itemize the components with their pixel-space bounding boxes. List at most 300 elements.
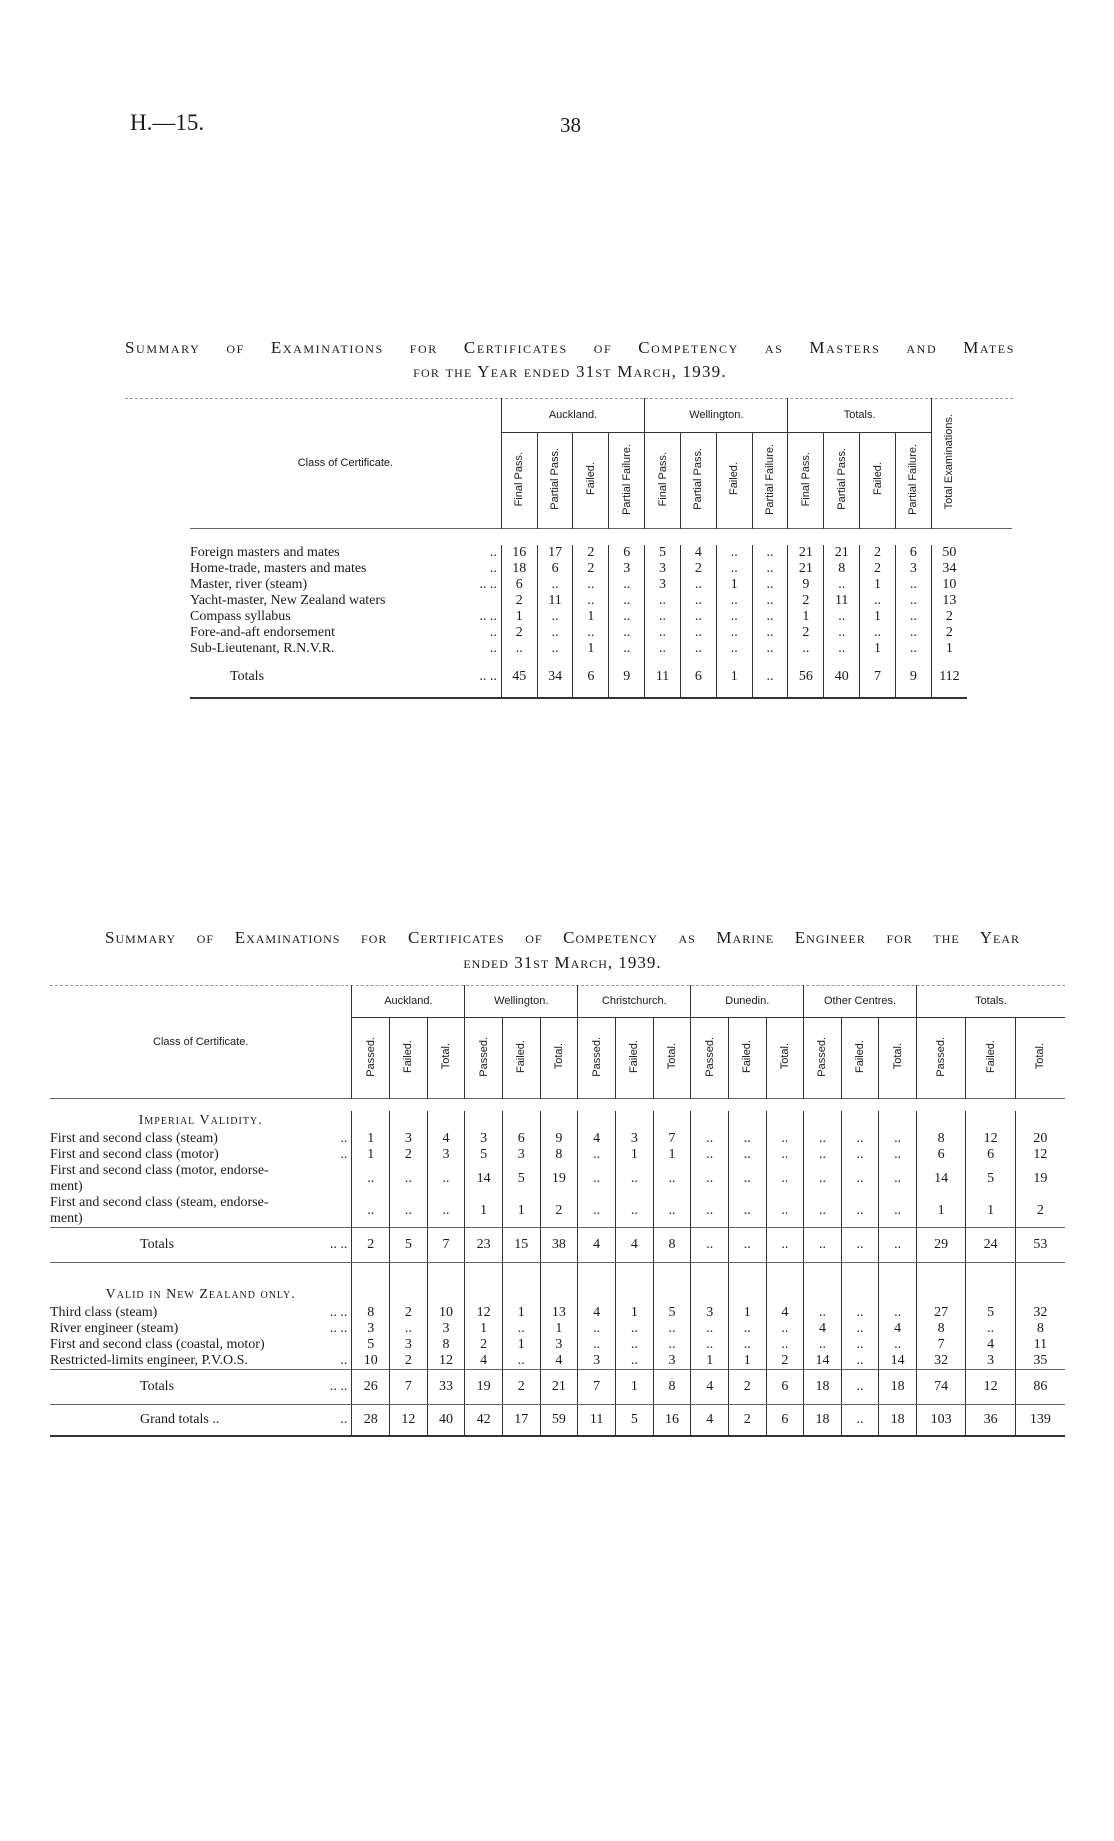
sub-header-failed: Failed. [984, 1039, 997, 1074]
table-cell: .. [615, 1163, 653, 1195]
table-cell: 1 [615, 1305, 653, 1321]
table-cell: .. [752, 545, 788, 561]
table-cell: 27 [916, 1305, 966, 1321]
table-cell: 1 [573, 641, 609, 657]
totals-cell: 2 [502, 1370, 540, 1405]
table-cell: .. [573, 625, 609, 641]
table-cell: .. [537, 577, 573, 593]
table-cell: .. [841, 1163, 879, 1195]
table-cell: .. [841, 1305, 879, 1321]
sub-header-failed: Failed. [728, 462, 741, 496]
totals-cell: 11 [645, 657, 681, 698]
table-cell: .. [804, 1337, 842, 1353]
table-cell: .. [537, 641, 573, 657]
totals-cell: 2 [728, 1370, 766, 1405]
table-cell: 2 [573, 561, 609, 577]
table-cell: .. [895, 625, 931, 641]
table-cell: 16 [501, 545, 537, 561]
table-row [190, 625, 1012, 641]
table-cell: .. [766, 1147, 804, 1163]
table-cell: 12 [465, 1305, 503, 1321]
table-cell: 4 [766, 1305, 804, 1321]
table-cell: 17 [537, 545, 573, 561]
totals-cell: .. [766, 1228, 804, 1263]
table-cell: 6 [537, 561, 573, 577]
table-cell: 21 [824, 545, 860, 561]
table-cell: .. [427, 1195, 465, 1228]
table-cell: 20 [1015, 1131, 1065, 1147]
totals-row [190, 657, 1012, 698]
table-cell: 2 [680, 561, 716, 577]
totals-cell: 74 [916, 1370, 966, 1405]
totals-cell: 12 [966, 1370, 1015, 1405]
table-cell: .. [691, 1147, 729, 1163]
sub-header-passed: Passed. [364, 1036, 377, 1077]
totals-cell: 4 [615, 1228, 653, 1263]
totals-cell: 53 [1015, 1228, 1065, 1263]
row-label-continued: ment) [50, 1211, 83, 1226]
totals-cell: 56 [788, 657, 824, 698]
table-cell: .. [804, 1305, 842, 1321]
table-cell: 1 [916, 1195, 966, 1228]
totals-label: Totals [140, 1379, 175, 1394]
table-cell: 8 [916, 1321, 966, 1337]
grand-totals-cell: 6 [766, 1405, 804, 1437]
table1-title: Summary of Examinations for Certificates of Competency as Masters and Mates [125, 338, 1015, 357]
leader-dots: .. [489, 641, 497, 656]
grand-totals-cell: 36 [966, 1405, 1015, 1437]
grand-totals-cell: 17 [502, 1405, 540, 1437]
table-cell: 14 [879, 1353, 917, 1370]
totals-cell: 19 [465, 1370, 503, 1405]
table-cell: 50 [931, 545, 967, 561]
totals-cell: 26 [352, 1370, 390, 1405]
row-label: First and second class (motor, endorse- [50, 1163, 269, 1178]
totals-cell: 86 [1015, 1370, 1065, 1405]
table-cell: .. [824, 641, 860, 657]
table-cell: 4 [680, 545, 716, 561]
table-cell: 1 [860, 641, 896, 657]
row-label: First and second class (steam) [50, 1131, 218, 1146]
totals-cell: 45 [501, 657, 537, 698]
table-cell: .. [578, 1195, 616, 1228]
table-cell: .. [766, 1321, 804, 1337]
table-cell: .. [824, 625, 860, 641]
table-cell: .. [728, 1147, 766, 1163]
table-cell: 5 [966, 1163, 1015, 1195]
table-cell: .. [502, 1321, 540, 1337]
table-cell: 1 [691, 1353, 729, 1370]
table-row [190, 609, 1012, 625]
totals-cell: 4 [578, 1228, 616, 1263]
table-cell: .. [691, 1321, 729, 1337]
row-label: Restricted-limits engineer, P.V.O.S. [50, 1353, 248, 1368]
table-cell: 3 [390, 1337, 428, 1353]
table-cell: 1 [502, 1305, 540, 1321]
table-cell: 1 [860, 609, 896, 625]
grand-totals-cell: 5 [615, 1405, 653, 1437]
sub-header-partial-failure: Partial Failure. [620, 443, 633, 515]
total-examinations-header: Total Examinations. [943, 413, 956, 510]
totals-cell: 7 [427, 1228, 465, 1263]
table-cell: 3 [615, 1131, 653, 1147]
totals-cell: 7 [860, 657, 896, 698]
table-cell: .. [879, 1163, 917, 1195]
table-cell: .. [804, 1131, 842, 1147]
table-cell: .. [728, 1163, 766, 1195]
table-cell: 5 [502, 1163, 540, 1195]
table-cell: 8 [427, 1337, 465, 1353]
table-cell: .. [716, 545, 752, 561]
sub-header-passed: Passed. [816, 1036, 829, 1077]
table-cell: 2 [788, 625, 824, 641]
section-heading: Imperial Validity. [138, 1113, 263, 1128]
table-row [50, 1131, 1065, 1147]
table-cell: .. [615, 1337, 653, 1353]
table-cell: 14 [465, 1163, 503, 1195]
table-cell: .. [653, 1163, 691, 1195]
grand-totals-cell: 59 [540, 1405, 578, 1437]
table-cell: 4 [540, 1353, 578, 1370]
table-cell: .. [609, 609, 645, 625]
table-cell: .. [895, 609, 931, 625]
sub-header-failed: Failed. [628, 1039, 641, 1074]
leader-dots: .. .. [479, 669, 497, 684]
grand-totals-cell: 139 [1015, 1405, 1065, 1437]
table-cell: 1 [502, 1195, 540, 1228]
totals-label: Totals [230, 669, 265, 684]
table-cell: 1 [860, 577, 896, 593]
totals-cell: 1 [716, 657, 752, 698]
table-cell: 12 [966, 1131, 1015, 1147]
row-label: River engineer (steam) [50, 1321, 179, 1336]
totals-cell: 6 [573, 657, 609, 698]
table-cell: 10 [352, 1353, 390, 1370]
table-cell: 12 [1015, 1147, 1065, 1163]
totals-cell: 21 [540, 1370, 578, 1405]
sub-header-partial-pass: Partial Pass. [549, 448, 562, 510]
masters-mates-table [190, 398, 1012, 699]
totals-cell: .. [841, 1370, 879, 1405]
table-cell: .. [879, 1337, 917, 1353]
table-row [50, 1353, 1065, 1370]
totals-cell: 2 [352, 1228, 390, 1263]
table-cell: .. [841, 1147, 879, 1163]
table-cell: .. [390, 1321, 428, 1337]
table-cell: .. [691, 1163, 729, 1195]
table-cell: 1 [966, 1195, 1015, 1228]
table-cell: 6 [609, 545, 645, 561]
sub-header-failed: Failed. [584, 462, 597, 496]
row-label: Third class (steam) [50, 1305, 158, 1320]
table-cell: .. [352, 1195, 390, 1228]
table-cell: .. [680, 609, 716, 625]
row-label: Compass syllabus [190, 609, 291, 624]
table-cell: 3 [645, 577, 681, 593]
sub-header-partial-failure: Partial Failure. [764, 443, 777, 515]
totals-cell: 23 [465, 1228, 503, 1263]
table-row [190, 545, 1012, 561]
table-cell: 2 [501, 625, 537, 641]
table-cell: .. [578, 1321, 616, 1337]
table-cell: .. [860, 593, 896, 609]
table-cell: .. [804, 1147, 842, 1163]
table-row [50, 1163, 1065, 1195]
table-cell: .. [879, 1131, 917, 1147]
table-cell: .. [653, 1337, 691, 1353]
table-cell: 4 [879, 1321, 917, 1337]
totals-cell: .. [804, 1228, 842, 1263]
table-cell: 1 [716, 577, 752, 593]
leader-dots: .. .. [479, 577, 497, 592]
table-cell: 10 [931, 577, 967, 593]
grand-totals-cell: 28 [352, 1405, 390, 1437]
table-cell: .. [716, 593, 752, 609]
marine-engineer-table [50, 985, 1065, 1437]
table-cell: 1 [653, 1147, 691, 1163]
table-cell: 2 [390, 1147, 428, 1163]
table-cell: 1 [352, 1147, 390, 1163]
table-cell: 5 [653, 1305, 691, 1321]
row-label: First and second class (motor) [50, 1147, 219, 1162]
leader-dots: .. [340, 1353, 348, 1368]
row-label: Yacht-master, New Zealand waters [190, 593, 386, 608]
table-cell: 34 [931, 561, 967, 577]
totals-cell: 18 [804, 1370, 842, 1405]
grand-totals-cell: 2 [728, 1405, 766, 1437]
sub-header-passed: Passed. [703, 1036, 716, 1077]
totals-cell: 40 [824, 657, 860, 698]
table-cell: 1 [728, 1353, 766, 1370]
table-cell: 12 [427, 1353, 465, 1370]
table-cell: 1 [728, 1305, 766, 1321]
totals-cell: 1 [615, 1370, 653, 1405]
row-label: Master, river (steam) [190, 577, 308, 592]
table-row [50, 1147, 1065, 1163]
section-heading: Valid in New Zealand only. [105, 1287, 296, 1302]
table-cell: .. [615, 1195, 653, 1228]
table-cell: .. [752, 641, 788, 657]
row-label: Fore-and-aft endorsement [190, 625, 335, 640]
grand-totals-cell: 40 [427, 1405, 465, 1437]
totals-cell: 8 [653, 1370, 691, 1405]
sub-header-final-pass: Final Pass. [799, 451, 812, 507]
table-cell: 3 [352, 1321, 390, 1337]
table-cell: 8 [540, 1147, 578, 1163]
table-cell: .. [860, 625, 896, 641]
table-cell: 14 [804, 1353, 842, 1370]
table-cell: 5 [966, 1305, 1015, 1321]
table-cell: 9 [540, 1131, 578, 1147]
table-cell: .. [645, 593, 681, 609]
sub-header-failed: Failed. [741, 1039, 754, 1074]
table-cell: 3 [691, 1305, 729, 1321]
table-cell: .. [691, 1195, 729, 1228]
table-cell: 8 [352, 1305, 390, 1321]
table-cell: .. [788, 641, 824, 657]
row-label: Home-trade, masters and mates [190, 561, 367, 576]
table-cell: 21 [788, 545, 824, 561]
totals-cell: 34 [537, 657, 573, 698]
table-cell: .. [680, 577, 716, 593]
table-cell: 1 [788, 609, 824, 625]
page-number: 38 [560, 113, 581, 137]
table-cell: 9 [788, 577, 824, 593]
sub-header-failed: Failed. [402, 1039, 415, 1074]
sub-header-failed: Failed. [515, 1039, 528, 1074]
table-row [50, 1305, 1065, 1321]
table-cell: .. [841, 1353, 879, 1370]
table2-title: Summary of Examinations for Certificates of Competency as Marine Engineer for the Year [105, 928, 1020, 947]
row-label: First and second class (coastal, motor) [50, 1337, 265, 1352]
table-cell: .. [615, 1353, 653, 1370]
table-cell: 6 [895, 545, 931, 561]
sub-header-total: Total. [778, 1043, 791, 1070]
table2-title-line2: ended 31st March, 1939. [463, 953, 662, 972]
christchurch-header: Christchurch. [578, 985, 691, 1018]
table-cell: 1 [352, 1131, 390, 1147]
table-cell: 2 [860, 545, 896, 561]
auckland-header: Auckland. [501, 398, 644, 433]
table-cell: .. [728, 1195, 766, 1228]
table-row [190, 577, 1012, 593]
table-cell: .. [578, 1337, 616, 1353]
table-cell: 3 [502, 1147, 540, 1163]
wellington-header: Wellington. [645, 398, 788, 433]
table-cell: 3 [966, 1353, 1015, 1370]
totals-cell: 29 [916, 1228, 966, 1263]
table-cell: 19 [540, 1163, 578, 1195]
table-cell: .. [752, 561, 788, 577]
table-cell: 4 [804, 1321, 842, 1337]
table-cell: 3 [895, 561, 931, 577]
table-cell: .. [766, 1131, 804, 1147]
table-cell: 3 [645, 561, 681, 577]
table-cell: .. [390, 1163, 428, 1195]
table-cell: 5 [465, 1147, 503, 1163]
totals-header: Totals. [916, 985, 1065, 1018]
totals-cell: 8 [653, 1228, 691, 1263]
table-cell: .. [691, 1337, 729, 1353]
table-cell: 2 [1015, 1195, 1065, 1228]
table-cell: 13 [931, 593, 967, 609]
table-cell: 8 [916, 1131, 966, 1147]
totals-cell: 6 [766, 1370, 804, 1405]
table-cell: .. [645, 641, 681, 657]
table-cell: 11 [1015, 1337, 1065, 1353]
table-cell: 13 [540, 1305, 578, 1321]
table-cell: 2 [390, 1305, 428, 1321]
table-row [190, 561, 1012, 577]
totals-cell: .. [879, 1228, 917, 1263]
table-row [50, 1337, 1065, 1353]
totals-cell: 9 [609, 657, 645, 698]
table-cell: .. [728, 1337, 766, 1353]
table-cell: .. [766, 1195, 804, 1228]
table-cell: .. [728, 1321, 766, 1337]
wellington-header: Wellington. [465, 985, 578, 1018]
grand-totals-label: Grand totals .. [140, 1412, 220, 1427]
table-cell: .. [352, 1163, 390, 1195]
table-cell: 2 [501, 593, 537, 609]
sub-header-total: Total. [439, 1043, 452, 1070]
row-label: Foreign masters and mates [190, 545, 340, 560]
table-cell: .. [501, 641, 537, 657]
sub-header-passed: Passed. [935, 1036, 948, 1077]
leader-dots: .. .. [329, 1379, 348, 1394]
table-row [50, 1195, 1065, 1228]
table-cell: .. [752, 625, 788, 641]
sub-header-partial-failure: Partial Failure. [907, 443, 920, 515]
table-row [190, 593, 1012, 609]
row-label: Sub-Lieutenant, R.N.V.R. [190, 641, 335, 656]
totals-cell: .. [728, 1228, 766, 1263]
table-row [50, 1321, 1065, 1337]
table-cell: .. [609, 625, 645, 641]
table-cell: .. [502, 1353, 540, 1370]
table-cell: 1 [540, 1321, 578, 1337]
totals-cell: 15 [502, 1228, 540, 1263]
table-cell: 2 [766, 1353, 804, 1370]
table-cell: .. [390, 1195, 428, 1228]
table-cell: 6 [501, 577, 537, 593]
table-cell: 4 [578, 1305, 616, 1321]
table-cell: .. [645, 609, 681, 625]
table-cell: .. [752, 609, 788, 625]
table-cell: 1 [502, 1337, 540, 1353]
sub-header-partial-pass: Partial Pass. [835, 448, 848, 510]
table-cell: .. [766, 1163, 804, 1195]
table-cell: .. [895, 641, 931, 657]
table-cell: 3 [540, 1337, 578, 1353]
class-of-certificate-header: Class of Certificate. [153, 1035, 249, 1048]
table-cell: 5 [352, 1337, 390, 1353]
table-cell: .. [615, 1321, 653, 1337]
table-cell: .. [841, 1131, 879, 1147]
leader-dots: .. [489, 545, 497, 560]
table-cell: .. [680, 625, 716, 641]
grand-totals-cell: 16 [653, 1405, 691, 1437]
table-cell: 18 [501, 561, 537, 577]
totals-cell: .. [752, 657, 788, 698]
table1-title-line2: for the Year ended 31st March, 1939. [413, 362, 727, 381]
table-cell: 3 [465, 1131, 503, 1147]
leader-dots: .. .. [329, 1237, 348, 1252]
table-cell: 2 [573, 545, 609, 561]
table-cell: .. [609, 641, 645, 657]
table-cell: .. [895, 577, 931, 593]
leader-dots: .. .. [479, 609, 497, 624]
table-cell: 35 [1015, 1353, 1065, 1370]
table-cell: .. [653, 1321, 691, 1337]
table-cell: .. [752, 593, 788, 609]
totals-cell: 24 [966, 1228, 1015, 1263]
sub-header-total: Total. [891, 1043, 904, 1070]
table-cell: .. [879, 1305, 917, 1321]
row-label-continued: ment) [50, 1179, 83, 1194]
table-cell: 2 [540, 1195, 578, 1228]
totals-cell: 38 [540, 1228, 578, 1263]
table-cell: 2 [931, 609, 967, 625]
table-row [190, 641, 1012, 657]
totals-cell: 33 [427, 1370, 465, 1405]
grand-totals-cell: 18 [804, 1405, 842, 1437]
leader-dots: .. .. [329, 1305, 348, 1320]
totals-cell: .. [691, 1228, 729, 1263]
totals-row [50, 1228, 1065, 1263]
table-cell: .. [716, 641, 752, 657]
table-cell: .. [804, 1163, 842, 1195]
